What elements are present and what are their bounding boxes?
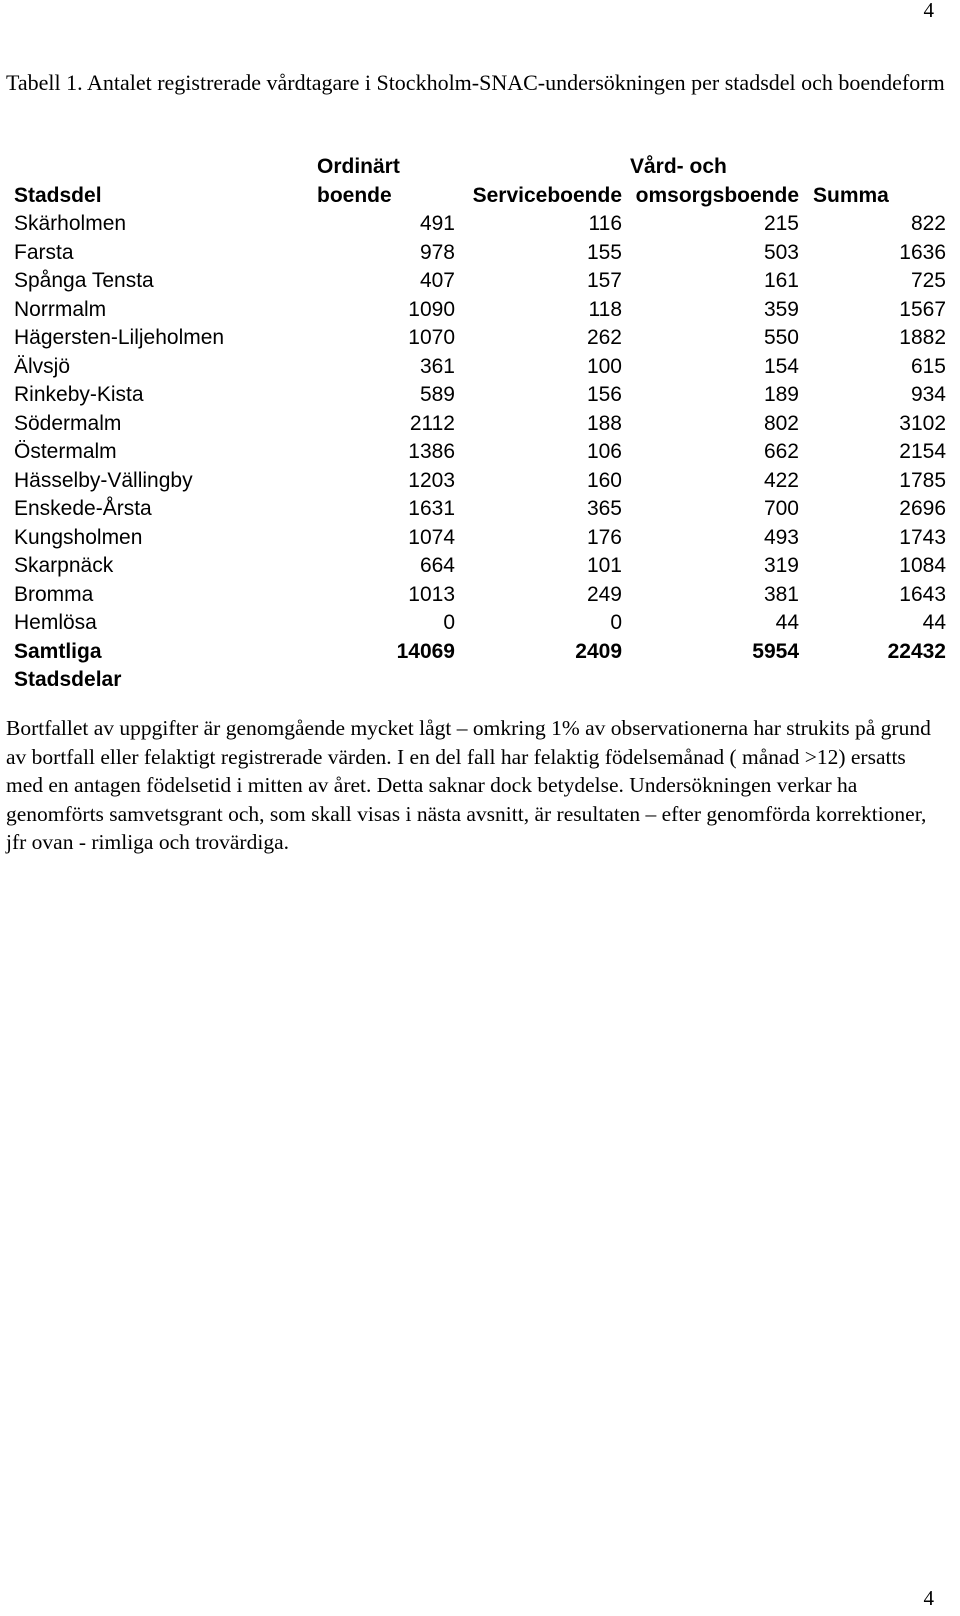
cell-service: 118 [588,297,622,321]
cell-ordinart: 0 [443,611,455,634]
cell-vard: 550 [763,326,799,349]
cell-service: 156 [586,383,622,406]
cell-summa: 615 [910,354,946,378]
cell-service: 160 [586,468,622,492]
cell-service: 176 [586,525,622,549]
header-serviceboende: Serviceboende [472,184,622,207]
cell-ordinart: 1070 [408,326,455,349]
cell-ordinart: 491 [419,212,455,235]
row-stadsdel-name: Rinkeby-Kista [14,383,144,406]
cell-ordinart: 1013 [408,582,455,606]
row-stadsdel-name: Östermalm [14,440,117,463]
row-stadsdel-name: Hägersten-Liljeholmen [14,326,225,349]
cell-service: 365 [586,497,622,520]
cell-summa: 2154 [899,440,946,463]
cell-service: 262 [586,326,622,349]
header-vard-line2: omsorgsboende [635,184,799,207]
row-stadsdel-name: Spånga Tensta [14,269,154,292]
total-vard: 5954 [752,639,799,663]
row-stadsdel-name: Norrmalm [14,297,107,321]
row-stadsdel-name: Farsta [14,240,74,264]
cell-summa: 1636 [899,240,946,264]
row-stadsdel-name: Enskede-Årsta [14,497,152,520]
row-stadsdel-name: Hässelby-Vällingby [14,468,193,492]
cell-vard: 189 [763,383,799,406]
header-ordinart-line1: Ordinärt [317,155,400,178]
cell-vard: 154 [763,354,799,378]
cell-ordinart: 361 [419,354,455,378]
cell-summa: 1643 [899,582,946,606]
cell-vard: 493 [763,525,799,549]
row-stadsdel-name: Skarpnäck [14,554,114,577]
total-summa: 22432 [887,639,946,663]
cell-vard: 161 [763,269,799,292]
cell-summa: 725 [910,269,946,292]
cell-service: 0 [610,611,622,634]
cell-service: 116 [588,212,622,235]
cell-ordinart: 2112 [409,411,455,435]
table-grid [10,152,946,695]
cell-ordinart: 978 [419,240,455,264]
cell-ordinart: 1631 [408,497,455,520]
cell-service: 155 [586,240,622,264]
cell-summa: 1084 [899,554,946,577]
header-stadsdel: Stadsdel [14,184,102,207]
total-row-label: Samtliga Stadsdelar [14,639,122,691]
cell-summa: 934 [910,383,946,406]
cell-vard: 215 [763,212,799,235]
cell-ordinart: 1203 [408,468,455,492]
header-vard-omsorgsboende [622,152,799,210]
cell-ordinart: 1074 [408,525,455,549]
cell-summa: 44 [922,611,946,634]
table-caption: Tabell 1. Antalet registrerade vårdtagare i Stockholm-SNAC-undersökningen per stadsdel och boendeform [6,70,945,95]
cell-ordinart: 664 [419,554,455,577]
header-ordinart-boende [303,152,455,210]
body-paragraph: Bortfallet av uppgifter är genomgående mycket lågt – omkring 1% av observationerna har strukits på grund av bortfall eller felaktigt registrerade värden. I en del fall har felaktig födelsemånad ( månad >12) ersatts med en antagen födelsetid i mitten av året. Detta saknar dock betydelse. Undersökningen verkar ha genomförts samvetsgrant och, som skall visas i nästa avsnitt, är resultaten – efter genomförda korrektioner, jfr ovan - rimliga och trovärdiga. [6,716,931,854]
cell-summa: 1567 [899,297,946,321]
cell-vard: 44 [775,611,799,634]
cell-summa: 2696 [899,497,946,520]
cell-service: 157 [586,269,622,292]
total-service: 2409 [575,639,622,663]
cell-service: 188 [586,411,622,435]
row-stadsdel-name: Kungsholmen [14,525,143,549]
row-stadsdel-name: Skärholmen [14,212,127,235]
total-ordinart: 14069 [396,639,455,663]
header-summa: Summa [813,184,889,207]
row-stadsdel-name: Älvsjö [14,354,71,378]
cell-service: 101 [586,554,622,577]
cell-vard: 662 [763,440,799,463]
cell-summa: 1743 [899,525,946,549]
page-number-footer: 4 [923,1586,934,1610]
row-stadsdel-name: Södermalm [14,411,122,435]
cell-summa: 3102 [899,411,946,435]
cell-ordinart: 1090 [408,297,455,321]
cell-vard: 359 [763,297,799,321]
row-stadsdel-name: Hemlösa [14,611,97,634]
cell-service: 106 [586,440,622,463]
row-stadsdel-name: Bromma [14,582,94,606]
cell-ordinart: 589 [419,383,455,406]
page-number: 4 [923,0,934,22]
header-vard-line1: Vård- och [630,155,727,178]
cell-summa: 1785 [899,468,946,492]
cell-ordinart: 407 [419,269,455,292]
cell-ordinart: 1386 [408,440,455,463]
cell-summa: 1882 [899,326,946,349]
cell-vard: 381 [763,582,799,606]
cell-vard: 319 [763,554,799,577]
cell-vard: 503 [763,240,799,264]
header-ordinart-line2: boende [317,184,392,207]
cell-vard: 422 [763,468,799,492]
cell-service: 249 [586,582,622,606]
cell-vard: 700 [763,497,799,520]
cell-vard: 802 [763,411,799,435]
data-table [10,152,946,695]
cell-summa: 822 [910,212,946,235]
cell-service: 100 [586,354,622,378]
